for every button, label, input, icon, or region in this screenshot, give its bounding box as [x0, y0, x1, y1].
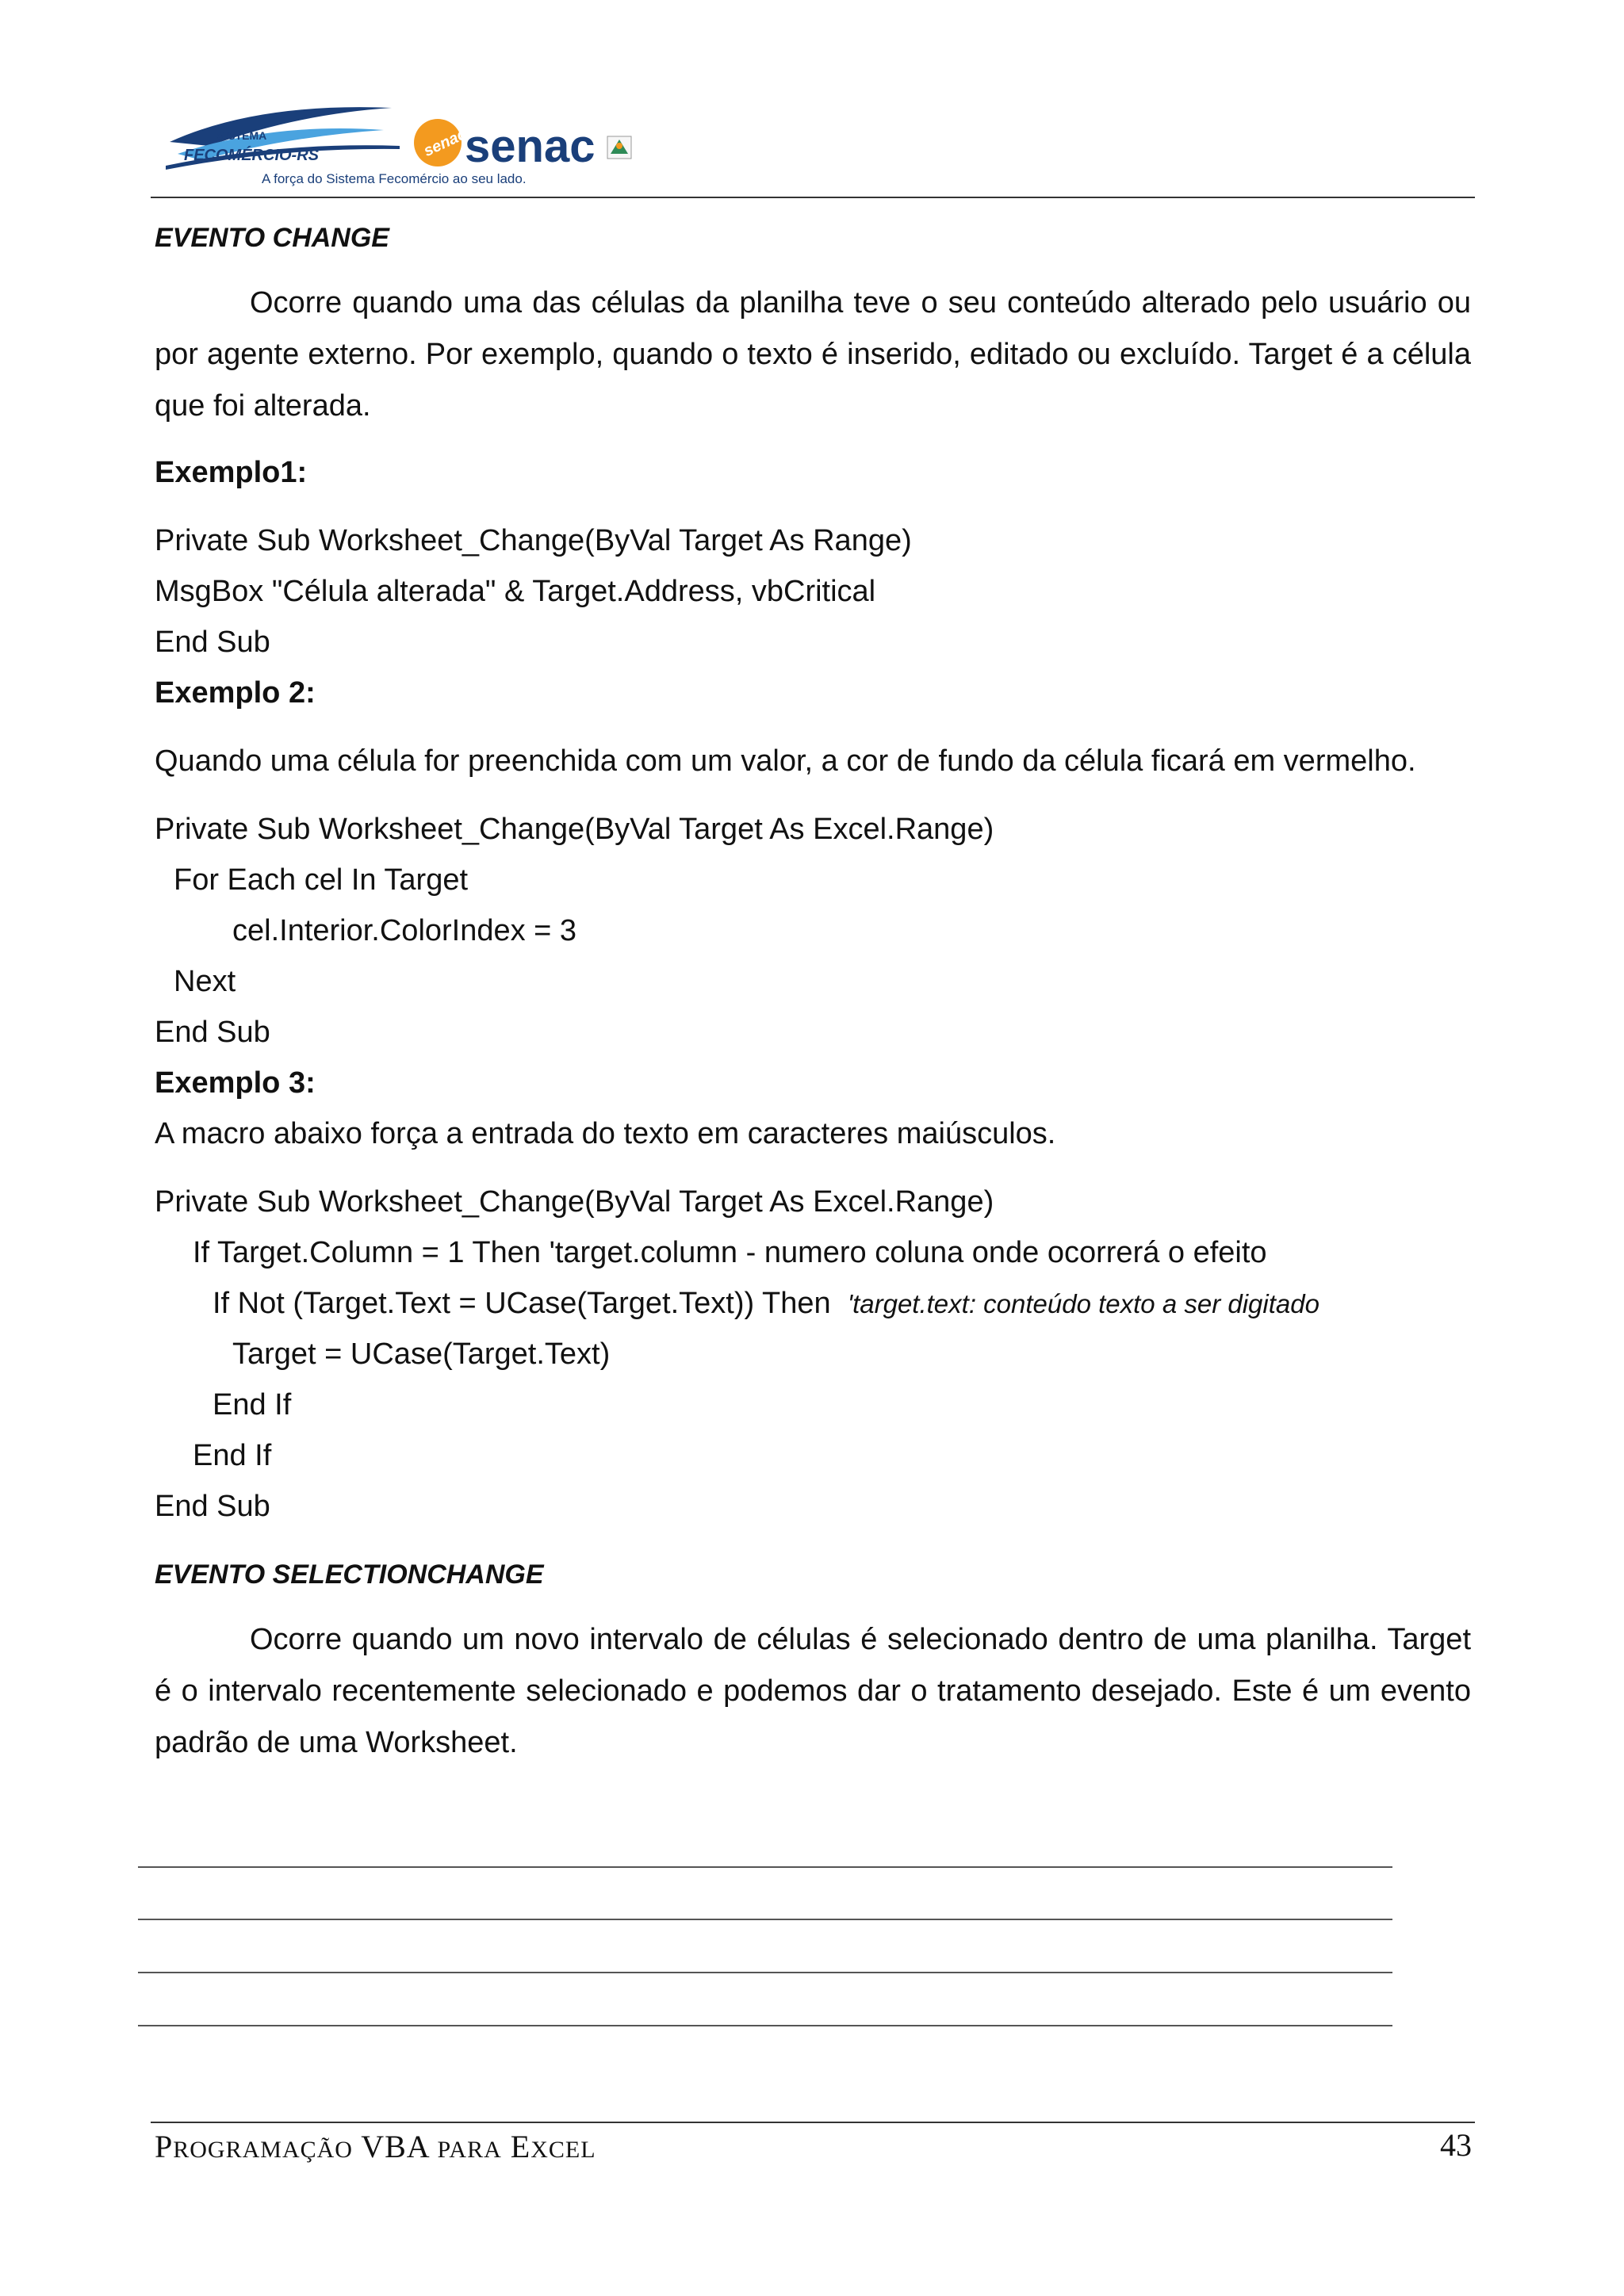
code-line: Private Sub Worksheet_Change(ByVal Target As Excel.Range) — [155, 813, 994, 846]
page-number: 43 — [1440, 2127, 1472, 2163]
fecomercio-line1: SISTEMA — [217, 129, 267, 142]
fecomercio-line2: FECOMÉRCIO-RS — [184, 147, 319, 164]
note-line — [138, 1919, 1392, 1920]
heading-evento-selectionchange: EVENTO SELECTIONCHANGE — [155, 1559, 544, 1590]
senac-logo — [411, 106, 641, 178]
footer-title-para: PARA — [437, 2137, 502, 2163]
heading-evento-change: EVENTO CHANGE — [155, 223, 389, 253]
footer-divider — [151, 2122, 1475, 2123]
header-divider — [151, 197, 1475, 198]
code-line: Private Sub Worksheet_Change(ByVal Target As Excel.Range) — [155, 1185, 994, 1219]
senac-wordmark: senac — [465, 121, 596, 172]
code-line-with-comment — [213, 1284, 1320, 1323]
code-line: Next — [174, 965, 236, 998]
paragraph-evento-change-text: Ocorre quando uma das células da planilha teve o seu conteúdo alterado pelo usuário ou por agente externo. Por exemplo, quando o texto é inserido, editado ou excluído. Target é a célula que foi alterada. — [155, 286, 1471, 423]
footer-title — [155, 2128, 596, 2165]
paragraph-evento-selectionchange-text: Ocorre quando um novo intervalo de células é selecionado dentro de uma planilha. Target é o intervalo recentemente selecionado e podemos dar o tratamento desejado. Este é um evento padrão de uma Worksheet. — [155, 1623, 1471, 1759]
note-line — [138, 2025, 1392, 2026]
code-line: End If — [193, 1439, 272, 1472]
code-text: If Not (Target.Text = UCase(Target.Text)) Then — [213, 1287, 831, 1320]
fecomercio-logo — [162, 98, 400, 178]
senac-badge-text: senac — [420, 125, 469, 161]
code-line: Private Sub Worksheet_Change(ByVal Target As Range) — [155, 524, 912, 557]
footer-title-xcel: XCEL — [530, 2137, 596, 2163]
code-line: If Target.Column = 1 Then 'target.column - numero coluna onde ocorrerá o efeito — [193, 1236, 1267, 1269]
description-exemplo3: A macro abaixo força a entrada do texto em caracteres maiúsculos. — [155, 1117, 1056, 1150]
code-line: End Sub — [155, 626, 270, 659]
note-line — [138, 1972, 1392, 1973]
code-line: For Each cel In Target — [174, 863, 469, 897]
footer-title-rogramacao: ROGRAMAÇÃO — [173, 2137, 353, 2163]
code-line: End Sub — [155, 1016, 270, 1049]
senac-emblem-icon — [607, 136, 631, 159]
code-line: cel.Interior.ColorIndex = 3 — [232, 914, 577, 947]
page-header — [151, 89, 1475, 200]
code-line: Target = UCase(Target.Text) — [232, 1337, 611, 1371]
code-comment: 'target.text: conteúdo texto a ser digitado — [847, 1289, 1320, 1318]
header-tagline: A força do Sistema Fecomércio ao seu lado. — [262, 171, 527, 186]
code-line: End If — [213, 1388, 292, 1422]
footer-title-vba: VBA — [352, 2129, 438, 2164]
label-exemplo3: Exemplo 3: — [155, 1066, 316, 1100]
paragraph-evento-selectionchange — [155, 1614, 1471, 1769]
paragraph-evento-change — [155, 277, 1471, 432]
code-line: MsgBox "Célula alterada" & Target.Address, vbCritical — [155, 575, 876, 608]
footer-title-p: P — [155, 2129, 174, 2164]
code-line: End Sub — [155, 1490, 270, 1523]
footer-title-e: E — [501, 2129, 531, 2164]
label-exemplo1: Exemplo1: — [155, 456, 308, 489]
description-exemplo2: Quando uma célula for preenchida com um valor, a cor de fundo da célula ficará em vermelho. — [155, 744, 1416, 778]
label-exemplo2: Exemplo 2: — [155, 676, 316, 710]
note-line — [138, 1866, 1392, 1868]
